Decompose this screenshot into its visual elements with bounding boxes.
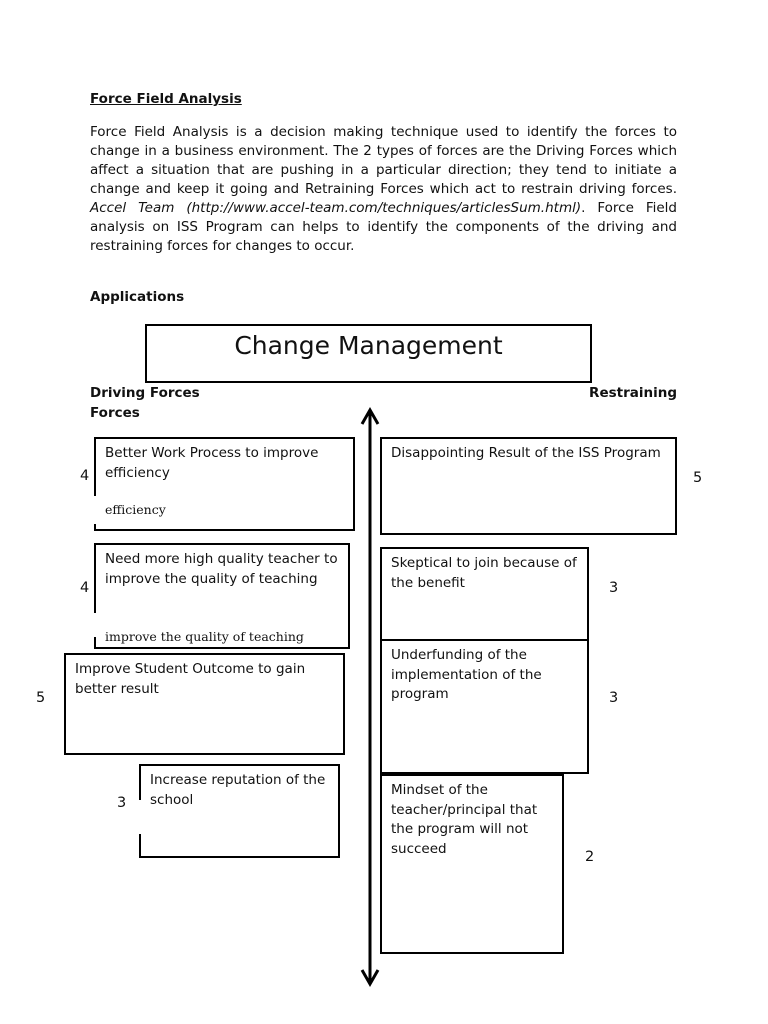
driving-forces-label: Driving Forces [90,385,200,401]
driving-force-text: Better Work Process to improve efficiency [105,445,319,481]
intro-text-part1: Force Field Analysis is a decision making technique used to identify the forces to change in a business environment. The 2 types of forces are the Driving Forces which affect a situation that are pushing in a particular direction; they tend to initiate a change and keep it going and Retraining Forces which act to restrain driving forces. [90,124,677,197]
restraining-force-score: 5 [693,470,703,486]
restraining-force-score: 3 [609,580,619,596]
driving-force-box [94,543,350,649]
diagram-title: Change Management [234,331,503,360]
driving-force-score: 3 [117,795,127,811]
intro-text-part2: . Force Field analysis on ISS Program can helps to identify the components of the driving and restraining forces for changes to occur. [90,200,677,254]
driving-force-text: Increase reputation of the school [150,772,326,808]
restraining-force-box [380,639,589,774]
driving-force-text: Improve Student Outcome to gain better result [75,661,306,697]
driving-force-score: 4 [80,468,90,484]
restraining-force-score: 3 [609,690,619,706]
driving-force-box [64,653,345,755]
driving-force-box [94,437,355,531]
intro-citation: Accel Team (http://www.accel-team.com/techniques/articlesSum.html) [90,200,582,216]
driving-force-score: 4 [80,580,90,596]
restraining-force-box [380,547,589,642]
driving-force-score: 5 [36,690,46,706]
restraining-forces-label: Restraining [589,385,677,401]
restraining-force-text: Skeptical to join because of the benefit [391,555,577,591]
applications-heading: Applications [90,289,185,305]
driving-force-text: Need more high quality teacher to improve the quality of teaching [105,551,338,587]
restraining-force-text: Underfunding of the implementation of the program [391,647,542,702]
restraining-force-score: 2 [585,849,595,865]
driving-force-overlap-text: improve the quality of teaching [105,629,304,644]
driving-forces-label-wrap: Forces [90,405,140,421]
restraining-force-text: Mindset of the teacher/principal that the program will not succeed [391,782,538,857]
document-heading: Force Field Analysis [90,91,242,107]
restraining-force-box [380,437,677,535]
driving-force-overlap-text: efficiency [105,502,166,517]
driving-force-box [139,764,340,858]
restraining-force-text: Disappointing Result of the ISS Program [391,445,661,461]
restraining-force-box [380,774,564,954]
